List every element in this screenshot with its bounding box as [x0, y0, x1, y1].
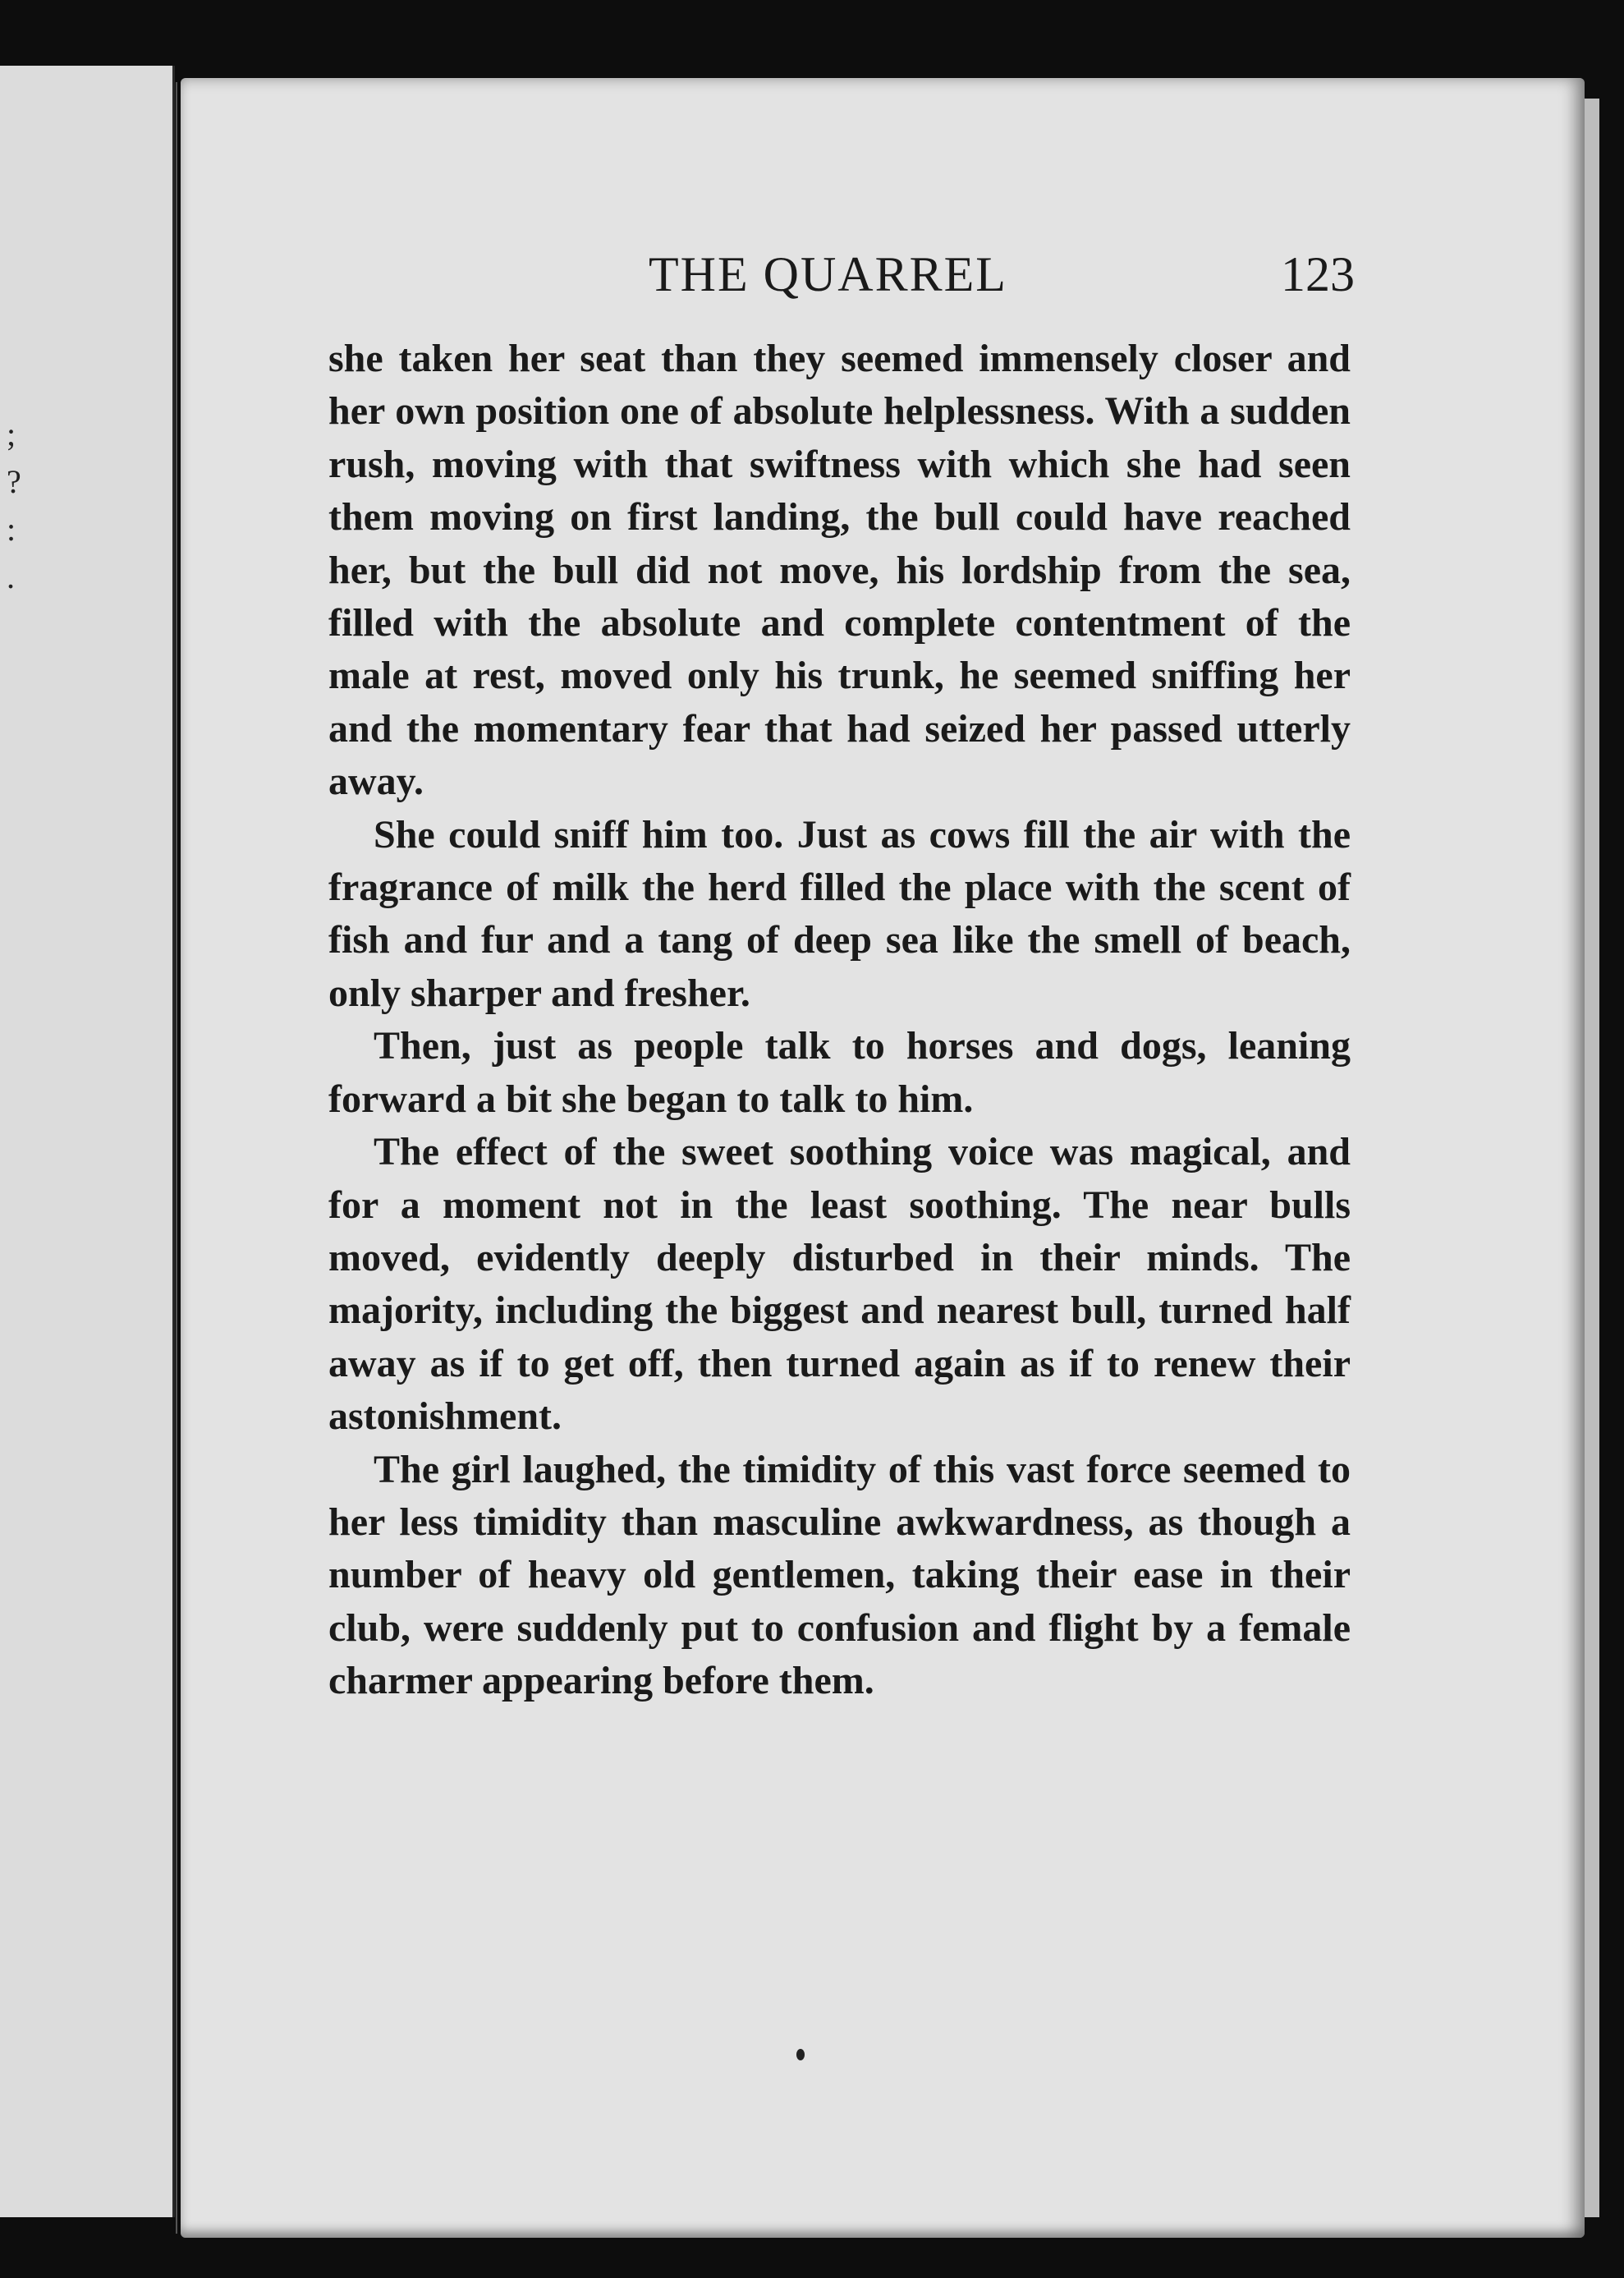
page-number: 123: [1281, 247, 1355, 301]
running-title: THE QUARREL: [649, 247, 1007, 301]
body-text: [328, 333, 1351, 1708]
paragraph: she taken her seat than they seemed immensely closer and her own position one of absolute helplessness. With a sudden rush, moving with that swiftness with which she had seen them moving on first landing, the bull could have reached her, but the bull did not move, his lordship from the sea, filled with the absolute and complete contentment of the male at rest, moved only his trunk, he seemed sniffing her and the momentary fear that had seized her passed utterly away.: [328, 337, 1351, 804]
left-page-fragments: [7, 411, 21, 601]
book-gutter: [176, 82, 177, 2234]
paragraph: The girl laughed, the timidity of this vast force seemed to her less timidity than masculine awkwardness, as though a number of heavy old gentlemen, taking their ease in their club, were suddenly put to confusion and flight by a female charmer appearing before them.: [328, 1447, 1351, 1703]
left-fragment: ;: [7, 416, 16, 452]
page-edge-shadow: [1585, 99, 1599, 2217]
footer-ink-dot: [796, 2049, 805, 2060]
running-head: [328, 246, 1355, 320]
left-fragment: :: [7, 511, 16, 548]
paragraph: The effect of the sweet soothing voice was magical, and for a moment not in the least soothing. The near bulls moved, evidently deeply disturbed in their minds. The majority, including the biggest and nearest bull, turned half away as if to get off, then turned again as if to renew their astonishment.: [328, 1130, 1351, 1439]
left-page-edge: [0, 66, 175, 2217]
left-fragment: ?: [7, 463, 21, 500]
paragraph: Then, just as people talk to horses and dogs, leaning forward a bit she began to talk to him.: [328, 1024, 1351, 1121]
paragraph: She could sniff him too. Just as cows fill the air with the fragrance of milk the herd filled the place with the scent of fish and fur and a tang of deep sea like the smell of beach, only sharper and fresher.: [328, 812, 1351, 1015]
left-fragment: .: [7, 558, 15, 595]
